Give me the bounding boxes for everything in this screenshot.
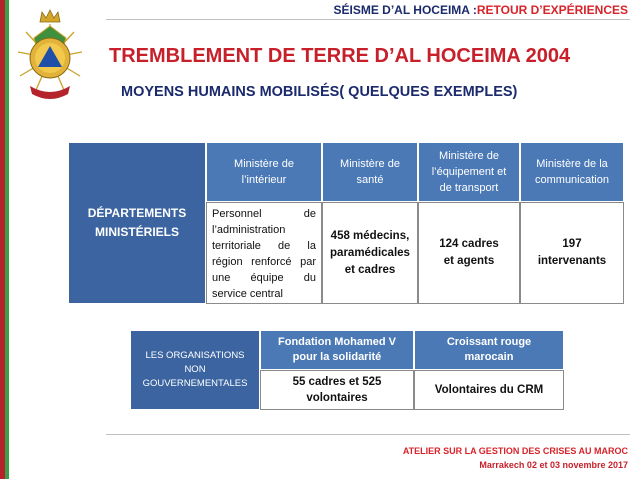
ministries-row-header: DÉPARTEMENTS MINISTÉRIELS bbox=[68, 142, 206, 304]
fondation-mohamed-v-value: 55 cadres et 525 volontaires bbox=[260, 370, 414, 410]
page-title: TREMBLEMENT DE TERRE D’AL HOCEIMA 2004 bbox=[109, 45, 571, 67]
ministry-health-value: 458 médecins, paramédicales et cadres bbox=[322, 202, 418, 304]
croissant-rouge-header: Croissant rouge marocain bbox=[414, 330, 564, 370]
header-text bbox=[334, 3, 629, 17]
footer-date: Marrakech 02 et 03 novembre 2017 bbox=[479, 460, 628, 470]
header-divider bbox=[106, 19, 630, 20]
ministry-interior-value: Personnel de l’administration territoriale de la région renforcé par une équipe du service central bbox=[206, 202, 322, 304]
civil-protection-emblem-icon bbox=[12, 8, 88, 102]
header-prefix: SÉISME D’AL HOCEIMA : bbox=[333, 3, 477, 17]
croissant-rouge-value: Volontaires du CRM bbox=[414, 370, 564, 410]
ministry-interior-header: Ministère de l’intérieur bbox=[206, 142, 322, 202]
ministry-communication-header: Ministère de la communication bbox=[520, 142, 624, 202]
side-stripe bbox=[0, 0, 10, 479]
ministry-health-header: Ministère de santé bbox=[322, 142, 418, 202]
footer-event: ATELIER SUR LA GESTION DES CRISES AU MAROC bbox=[402, 446, 628, 456]
header-accent: RETOUR D’EXPÉRIENCES bbox=[476, 3, 628, 17]
ministry-communication-value: 197 intervenants bbox=[520, 202, 624, 304]
fondation-mohamed-v-header: Fondation Mohamed V pour la solidarité bbox=[260, 330, 414, 370]
footer-divider bbox=[106, 434, 630, 435]
side-stripe-green bbox=[5, 0, 9, 479]
ngo-row-header: LES ORGANISATIONS NON GOUVERNEMENTALES bbox=[130, 330, 260, 410]
page-subtitle: MOYENS HUMAINS MOBILISÉS( QUELQUES EXEMPLES) bbox=[121, 84, 518, 100]
ministry-equipment-value: 124 cadres et agents bbox=[418, 202, 520, 304]
ministry-equipment-header: Ministère de l’équipement et de transport bbox=[418, 142, 520, 202]
